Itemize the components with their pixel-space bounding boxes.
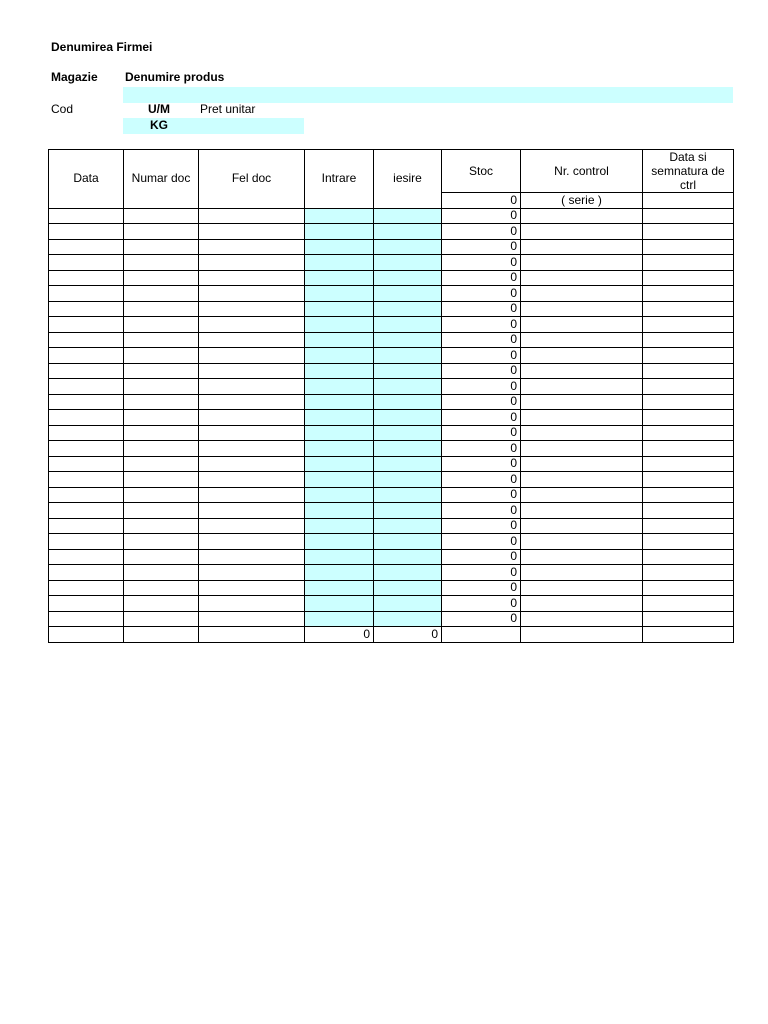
semnatura-cell[interactable] [643, 239, 734, 255]
fel-doc-cell[interactable] [199, 301, 305, 317]
stoc-cell[interactable]: 0 [442, 580, 521, 596]
fel-doc-cell[interactable] [199, 503, 305, 519]
company-name: Denumirea Firmei [51, 40, 153, 54]
table-row [49, 270, 734, 286]
semnatura-cell[interactable] [643, 317, 734, 333]
intrare-cell[interactable] [305, 518, 374, 534]
fel-doc-cell[interactable] [199, 549, 305, 565]
total-intrare-cell: 0 [305, 627, 374, 643]
fel-doc-cell[interactable] [199, 208, 305, 224]
fel-doc-cell[interactable] [199, 286, 305, 302]
table-row [49, 596, 734, 612]
data-cell[interactable] [49, 503, 124, 519]
fel-doc-cell[interactable] [199, 472, 305, 488]
stoc-cell[interactable]: 0 [442, 301, 521, 317]
semnatura-cell[interactable] [643, 286, 734, 302]
stoc-cell[interactable]: 0 [442, 239, 521, 255]
fel-doc-cell[interactable] [199, 363, 305, 379]
semnatura-cell[interactable] [643, 410, 734, 426]
nr-control-cell[interactable] [521, 255, 643, 271]
table-row [49, 239, 734, 255]
stoc-cell[interactable]: 0 [442, 255, 521, 271]
iesire-cell[interactable] [374, 363, 442, 379]
semnatura-cell[interactable] [643, 596, 734, 612]
iesire-cell[interactable] [374, 565, 442, 581]
semnatura-cell[interactable] [643, 425, 734, 441]
stock-card-table [48, 149, 734, 643]
table-row [49, 379, 734, 395]
nr-control-cell[interactable] [521, 549, 643, 565]
numar-doc-cell[interactable] [124, 317, 199, 333]
fel-doc-cell[interactable] [199, 224, 305, 240]
table-row [49, 503, 734, 519]
stoc-cell[interactable]: 0 [442, 441, 521, 457]
numar-doc-cell[interactable] [124, 441, 199, 457]
col-stoc-header: Stoc [442, 150, 521, 193]
nr-control-cell[interactable] [521, 224, 643, 240]
data-cell[interactable] [49, 286, 124, 302]
iesire-cell[interactable] [374, 270, 442, 286]
fel-doc-cell[interactable] [199, 487, 305, 503]
numar-doc-cell[interactable] [124, 208, 199, 224]
intrare-cell[interactable] [305, 534, 374, 550]
semnatura-cell[interactable] [643, 394, 734, 410]
semnatura-cell[interactable] [643, 503, 734, 519]
nr-control-cell[interactable] [521, 270, 643, 286]
numar-doc-cell[interactable] [124, 255, 199, 271]
iesire-cell[interactable] [374, 394, 442, 410]
semnatura-cell[interactable] [643, 224, 734, 240]
nr-control-cell[interactable] [521, 456, 643, 472]
table-row [49, 549, 734, 565]
intrare-cell[interactable] [305, 611, 374, 627]
numar-doc-cell[interactable] [124, 301, 199, 317]
iesire-cell[interactable] [374, 301, 442, 317]
stoc-cell[interactable]: 0 [442, 503, 521, 519]
stoc-cell[interactable]: 0 [442, 534, 521, 550]
intrare-cell[interactable] [305, 472, 374, 488]
table-row [49, 456, 734, 472]
product-name-cell[interactable] [123, 87, 733, 103]
data-cell[interactable] [49, 518, 124, 534]
total-semnatura-cell [643, 627, 734, 643]
nr-control-cell[interactable] [521, 363, 643, 379]
intrare-cell[interactable] [305, 255, 374, 271]
intrare-cell[interactable] [305, 270, 374, 286]
numar-doc-cell[interactable] [124, 394, 199, 410]
semnatura-cell[interactable] [643, 363, 734, 379]
nr-control-cell[interactable] [521, 441, 643, 457]
nr-control-cell[interactable] [521, 301, 643, 317]
iesire-cell[interactable] [374, 379, 442, 395]
series-label: ( serie ) [521, 193, 643, 209]
col-nr-control-header: Nr. control [521, 150, 643, 193]
iesire-cell[interactable] [374, 425, 442, 441]
intrare-cell[interactable] [305, 332, 374, 348]
nr-control-cell[interactable] [521, 534, 643, 550]
iesire-cell[interactable] [374, 549, 442, 565]
table-row [49, 332, 734, 348]
numar-doc-cell[interactable] [124, 503, 199, 519]
stoc-cell[interactable]: 0 [442, 456, 521, 472]
nr-control-cell[interactable] [521, 348, 643, 364]
numar-doc-cell[interactable] [124, 596, 199, 612]
intrare-cell[interactable] [305, 286, 374, 302]
nr-control-cell[interactable] [521, 286, 643, 302]
fel-doc-cell[interactable] [199, 348, 305, 364]
fel-doc-cell[interactable] [199, 596, 305, 612]
fel-doc-cell[interactable] [199, 317, 305, 333]
col-iesire-header: iesire [374, 150, 442, 209]
total-data-cell [49, 627, 124, 643]
semnatura-cell[interactable] [643, 534, 734, 550]
fel-doc-cell[interactable] [199, 394, 305, 410]
intrare-cell[interactable] [305, 456, 374, 472]
numar-doc-cell[interactable] [124, 456, 199, 472]
data-cell[interactable] [49, 270, 124, 286]
semnatura-cell[interactable] [643, 565, 734, 581]
iesire-cell[interactable] [374, 332, 442, 348]
iesire-cell[interactable] [374, 456, 442, 472]
iesire-cell[interactable] [374, 317, 442, 333]
numar-doc-cell[interactable] [124, 348, 199, 364]
iesire-cell[interactable] [374, 208, 442, 224]
intrare-cell[interactable] [305, 441, 374, 457]
fel-doc-cell[interactable] [199, 534, 305, 550]
data-cell[interactable] [49, 441, 124, 457]
fel-doc-cell[interactable] [199, 518, 305, 534]
table-row [49, 441, 734, 457]
stoc-cell[interactable]: 0 [442, 363, 521, 379]
stoc-cell[interactable]: 0 [442, 286, 521, 302]
nr-control-cell[interactable] [521, 379, 643, 395]
col-data-header: Data [49, 150, 124, 209]
table-row [49, 565, 734, 581]
numar-doc-cell[interactable] [124, 580, 199, 596]
iesire-cell[interactable] [374, 239, 442, 255]
iesire-cell[interactable] [374, 503, 442, 519]
iesire-cell[interactable] [374, 255, 442, 271]
data-cell[interactable] [49, 348, 124, 364]
nr-control-cell[interactable] [521, 394, 643, 410]
table-row [49, 301, 734, 317]
semnatura-cell[interactable] [643, 456, 734, 472]
table-row [49, 224, 734, 240]
table-row [49, 317, 734, 333]
semnatura-cell[interactable] [643, 611, 734, 627]
table-row [49, 472, 734, 488]
nr-control-cell[interactable] [521, 580, 643, 596]
data-cell[interactable] [49, 425, 124, 441]
stoc-cell[interactable]: 0 [442, 348, 521, 364]
semnatura-cell[interactable] [643, 549, 734, 565]
numar-doc-cell[interactable] [124, 487, 199, 503]
iesire-cell[interactable] [374, 441, 442, 457]
table-row [49, 208, 734, 224]
table-row [49, 518, 734, 534]
intrare-cell[interactable] [305, 487, 374, 503]
total-iesire-cell: 0 [374, 627, 442, 643]
data-cell[interactable] [49, 456, 124, 472]
unit-price-label: Pret unitar [200, 102, 256, 116]
iesire-cell[interactable] [374, 534, 442, 550]
stoc-cell[interactable]: 0 [442, 472, 521, 488]
total-stoc-cell [442, 627, 521, 643]
stoc-cell[interactable]: 0 [442, 224, 521, 240]
fel-doc-cell[interactable] [199, 611, 305, 627]
intrare-cell[interactable] [305, 580, 374, 596]
stoc-cell[interactable]: 0 [442, 410, 521, 426]
nr-control-cell[interactable] [521, 239, 643, 255]
data-cell[interactable] [49, 611, 124, 627]
table-row [49, 425, 734, 441]
nr-control-cell[interactable] [521, 332, 643, 348]
fel-doc-cell[interactable] [199, 410, 305, 426]
table-row [49, 286, 734, 302]
semnatura-cell[interactable] [643, 270, 734, 286]
opening-stock-cell[interactable]: 0 [442, 193, 521, 209]
nr-control-cell[interactable] [521, 317, 643, 333]
stoc-cell[interactable]: 0 [442, 379, 521, 395]
iesire-cell[interactable] [374, 487, 442, 503]
intrare-cell[interactable] [305, 208, 374, 224]
nr-control-cell[interactable] [521, 596, 643, 612]
intrare-cell[interactable] [305, 549, 374, 565]
table-row [49, 363, 734, 379]
stoc-cell[interactable]: 0 [442, 549, 521, 565]
data-cell[interactable] [49, 332, 124, 348]
nr-control-cell[interactable] [521, 503, 643, 519]
numar-doc-cell[interactable] [124, 518, 199, 534]
iesire-cell[interactable] [374, 348, 442, 364]
intrare-cell[interactable] [305, 348, 374, 364]
stoc-cell[interactable]: 0 [442, 332, 521, 348]
intrare-cell[interactable] [305, 317, 374, 333]
semnatura-cell[interactable] [643, 348, 734, 364]
col-semnatura-header: Data si semnatura de ctrl [643, 150, 734, 193]
iesire-cell[interactable] [374, 596, 442, 612]
nr-control-cell[interactable] [521, 487, 643, 503]
intrare-cell[interactable] [305, 425, 374, 441]
unit-label: U/M [148, 102, 170, 116]
nr-control-cell[interactable] [521, 518, 643, 534]
stoc-cell[interactable]: 0 [442, 425, 521, 441]
col-numar-doc-header: Numar doc [124, 150, 199, 209]
numar-doc-cell[interactable] [124, 270, 199, 286]
data-cell[interactable] [49, 534, 124, 550]
fel-doc-cell[interactable] [199, 441, 305, 457]
iesire-cell[interactable] [374, 611, 442, 627]
intrare-cell[interactable] [305, 379, 374, 395]
semnatura-cell[interactable] [643, 487, 734, 503]
fel-doc-cell[interactable] [199, 270, 305, 286]
numar-doc-cell[interactable] [124, 565, 199, 581]
nr-control-cell[interactable] [521, 472, 643, 488]
intrare-cell[interactable] [305, 565, 374, 581]
table-row [49, 580, 734, 596]
data-cell[interactable] [49, 255, 124, 271]
intrare-cell[interactable] [305, 410, 374, 426]
numar-doc-cell[interactable] [124, 611, 199, 627]
intrare-cell[interactable] [305, 239, 374, 255]
total-fel-doc-cell [199, 627, 305, 643]
table-row [49, 534, 734, 550]
intrare-cell[interactable] [305, 224, 374, 240]
stoc-cell[interactable]: 0 [442, 270, 521, 286]
numar-doc-cell[interactable] [124, 379, 199, 395]
iesire-cell[interactable] [374, 224, 442, 240]
data-cell[interactable] [49, 363, 124, 379]
data-cell[interactable] [49, 596, 124, 612]
data-cell[interactable] [49, 379, 124, 395]
total-numar-doc-cell [124, 627, 199, 643]
table-row [49, 410, 734, 426]
intrare-cell[interactable] [305, 301, 374, 317]
data-cell[interactable] [49, 410, 124, 426]
fel-doc-cell[interactable] [199, 425, 305, 441]
numar-doc-cell[interactable] [124, 363, 199, 379]
data-cell[interactable] [49, 580, 124, 596]
iesire-cell[interactable] [374, 286, 442, 302]
numar-doc-cell[interactable] [124, 534, 199, 550]
numar-doc-cell[interactable] [124, 286, 199, 302]
fel-doc-cell[interactable] [199, 239, 305, 255]
nr-control-cell[interactable] [521, 208, 643, 224]
fel-doc-cell[interactable] [199, 332, 305, 348]
fel-doc-cell[interactable] [199, 565, 305, 581]
table-row [49, 611, 734, 627]
fel-doc-cell[interactable] [199, 379, 305, 395]
col-fel-doc-header: Fel doc [199, 150, 305, 209]
stoc-cell[interactable]: 0 [442, 565, 521, 581]
data-cell[interactable] [49, 472, 124, 488]
data-cell[interactable] [49, 394, 124, 410]
stoc-cell[interactable]: 0 [442, 317, 521, 333]
iesire-cell[interactable] [374, 580, 442, 596]
table-row [49, 348, 734, 364]
nr-control-cell[interactable] [521, 425, 643, 441]
intrare-cell[interactable] [305, 363, 374, 379]
data-cell[interactable] [49, 317, 124, 333]
numar-doc-cell[interactable] [124, 224, 199, 240]
semnatura-cell[interactable] [643, 255, 734, 271]
semnatura-cell[interactable] [643, 441, 734, 457]
semnatura-cell[interactable] [643, 301, 734, 317]
table-row [49, 394, 734, 410]
stoc-cell[interactable]: 0 [442, 596, 521, 612]
intrare-cell[interactable] [305, 503, 374, 519]
data-cell[interactable] [49, 565, 124, 581]
stoc-cell[interactable]: 0 [442, 394, 521, 410]
numar-doc-cell[interactable] [124, 425, 199, 441]
numar-doc-cell[interactable] [124, 332, 199, 348]
stoc-cell[interactable]: 0 [442, 208, 521, 224]
iesire-cell[interactable] [374, 518, 442, 534]
iesire-cell[interactable] [374, 472, 442, 488]
col-intrare-header: Intrare [305, 150, 374, 209]
numar-doc-cell[interactable] [124, 472, 199, 488]
data-cell[interactable] [49, 239, 124, 255]
semnatura-cell[interactable] [643, 332, 734, 348]
nr-control-cell[interactable] [521, 611, 643, 627]
data-cell[interactable] [49, 301, 124, 317]
data-cell[interactable] [49, 549, 124, 565]
fel-doc-cell[interactable] [199, 255, 305, 271]
fel-doc-cell[interactable] [199, 456, 305, 472]
stoc-cell[interactable]: 0 [442, 487, 521, 503]
intrare-cell[interactable] [305, 394, 374, 410]
code-label: Cod [51, 102, 74, 116]
semnatura-cell[interactable] [643, 208, 734, 224]
numar-doc-cell[interactable] [124, 410, 199, 426]
semnatura-cell[interactable] [643, 472, 734, 488]
data-cell[interactable] [49, 224, 124, 240]
unit-value: KG [150, 118, 168, 132]
total-nr-control-cell [521, 627, 643, 643]
nr-control-cell[interactable] [521, 565, 643, 581]
warehouse-label: Magazie [51, 70, 98, 84]
fel-doc-cell[interactable] [199, 580, 305, 596]
numar-doc-cell[interactable] [124, 549, 199, 565]
stoc-cell[interactable]: 0 [442, 611, 521, 627]
table-row [49, 487, 734, 503]
semnatura-cell[interactable] [643, 580, 734, 596]
stoc-cell[interactable]: 0 [442, 518, 521, 534]
nr-control-cell[interactable] [521, 410, 643, 426]
numar-doc-cell[interactable] [124, 239, 199, 255]
data-cell[interactable] [49, 487, 124, 503]
iesire-cell[interactable] [374, 410, 442, 426]
semnatura-cell[interactable] [643, 518, 734, 534]
data-cell[interactable] [49, 208, 124, 224]
semnatura-cell[interactable] [643, 379, 734, 395]
signature-cell[interactable] [643, 193, 734, 209]
table-row [49, 255, 734, 271]
intrare-cell[interactable] [305, 596, 374, 612]
product-name-label: Denumire produs [125, 70, 225, 84]
